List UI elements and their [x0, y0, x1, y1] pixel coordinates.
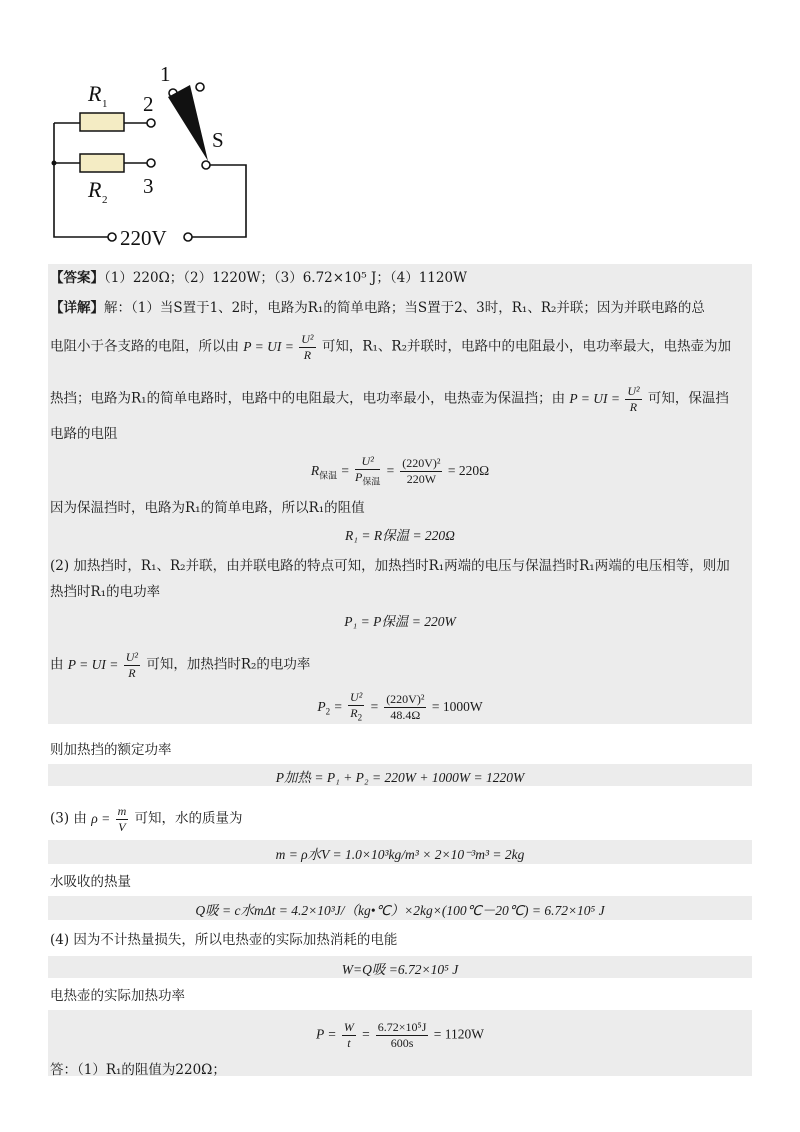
detail-text: 电阻小于各支路的电阻，所以由 [50, 338, 239, 355]
detail-line-1 [50, 298, 705, 318]
terminal-s [202, 161, 210, 169]
detail-text: 可知，加热挡时R₂的电功率 [146, 656, 311, 673]
power-formula: P = UI = $\frac{\text{U²}}{R}$ [67, 650, 139, 680]
detail-line-4: 电路的电阻 [50, 426, 118, 442]
terminal-3-label: 3 [143, 174, 154, 198]
detail-line-5: 因为保温挡时，电路为R₁的简单电路，所以R₁的阻值 [50, 500, 365, 516]
power-formula: P = UI = $\frac{\text{U²}}{R}$ [243, 332, 314, 362]
detail-line-3 [50, 384, 729, 415]
equation-6: m = ρ水V = 1.0×10³kg/m³ × 2×10⁻³m³ = 2kg [275, 847, 525, 862]
answer-line [50, 268, 467, 288]
detail-text: 可知，水的质量为 [134, 810, 243, 827]
detail-line-14: 答：（1）R₁的阻值为220Ω； [50, 1062, 226, 1078]
detail-line-8 [50, 650, 310, 681]
answer-label: 【答案】 [50, 270, 104, 286]
detail-text: (3) 由 [50, 810, 87, 827]
source-left-terminal [108, 233, 116, 241]
terminal-2 [147, 119, 155, 127]
answer-text: （1）220Ω；（2）1220W；（3）6.72×10⁵ J；（4）1120W [104, 270, 467, 286]
detail-label: 【详解】 [50, 300, 104, 316]
equation-5: P加热 = P₁ + P₂ = 220W + 1000W = 1220W [275, 770, 525, 785]
detail-line-2 [50, 332, 731, 363]
switch-label: S [212, 128, 224, 152]
detail-line-10 [50, 804, 243, 835]
detail-text: 由 [50, 656, 64, 673]
equation-7: Q吸 = c水mΔt = 4.2×10³J/（kg•℃）×2kg×(100℃－20℃) = 6.72×10⁵ J [195, 903, 605, 918]
detail-line-13: 电热壶的实际加热功率 [50, 988, 185, 1004]
equation-9: P = $\frac{W}{t}$ = $\frac{\text{6.72×10⁵J}}{600s}$ = 1120W [316, 1020, 484, 1050]
equation-4: $P_2$ = $\frac{\text{U²}}{R_2}$ = $\frac{\text{(220V)²}}{48.4\Omega}$ = 1000W [317, 690, 483, 723]
equation-3: P₁ = P保温 = 220W [344, 614, 456, 629]
power-formula: P = UI = $\frac{\text{U²}}{R}$ [569, 384, 640, 414]
equation-1: $R_{保温}$ = $\frac{\text{U²}}{P_{保温}}$ = $\frac{\text{(220V)²}}{220W}$ = 220Ω [310, 454, 490, 487]
density-formula: ρ = $\frac{m}{V}$ [91, 804, 127, 834]
detail-line-11: 水吸收的热量 [50, 874, 131, 890]
detail-line-6: (2) 加热挡时，R₁、R₂并联，由并联电路的特点可知，加热挡时R₁两端的电压与保温挡时R₁两端的电压相等，则加 [50, 558, 730, 574]
source-right-terminal [184, 233, 192, 241]
detail-text: 可知，R₁、R₂并联时，电路中的电阻最小，电功率最大，电热壶为加 [321, 338, 731, 355]
voltage-label: 220V [120, 226, 167, 250]
r2-label: R [88, 177, 102, 202]
detail-line-9: 则加热挡的额定功率 [50, 742, 172, 758]
r1-label: R [88, 81, 102, 106]
detail-line-12: (4) 因为不计热量损失，所以电热壶的实际加热消耗的电能 [50, 932, 398, 948]
switch-blade [168, 85, 208, 161]
terminal-2-label: 2 [143, 92, 154, 116]
resistor-r1 [80, 113, 124, 131]
r1-sub-label: 1 [102, 98, 108, 110]
r2-sub-label: 2 [102, 194, 108, 206]
detail-line-7: 热挡时R₁的电功率 [50, 584, 161, 600]
detail-text: 可知，保温挡 [647, 390, 729, 407]
terminal-1-label: 1 [160, 62, 171, 86]
detail-text: 热挡；电路为R₁的简单电路时，电路中的电阻最大，电功率最小，电热壶为保温挡；由 [50, 390, 566, 407]
resistor-r2 [80, 154, 124, 172]
detail-text: 解：（1）当S置于1、2时，电路为R₁的简单电路；当S置于2、3时，R₁、R₂并联；因为并联电路的总 [104, 300, 705, 316]
equation-8: W=Q吸 =6.72×10⁵ J [341, 962, 459, 977]
terminal-3 [147, 159, 155, 167]
terminal-top [196, 83, 204, 91]
circuit-diagram [40, 55, 280, 255]
equation-2: R₁ = R保温 = 220Ω [345, 528, 455, 543]
